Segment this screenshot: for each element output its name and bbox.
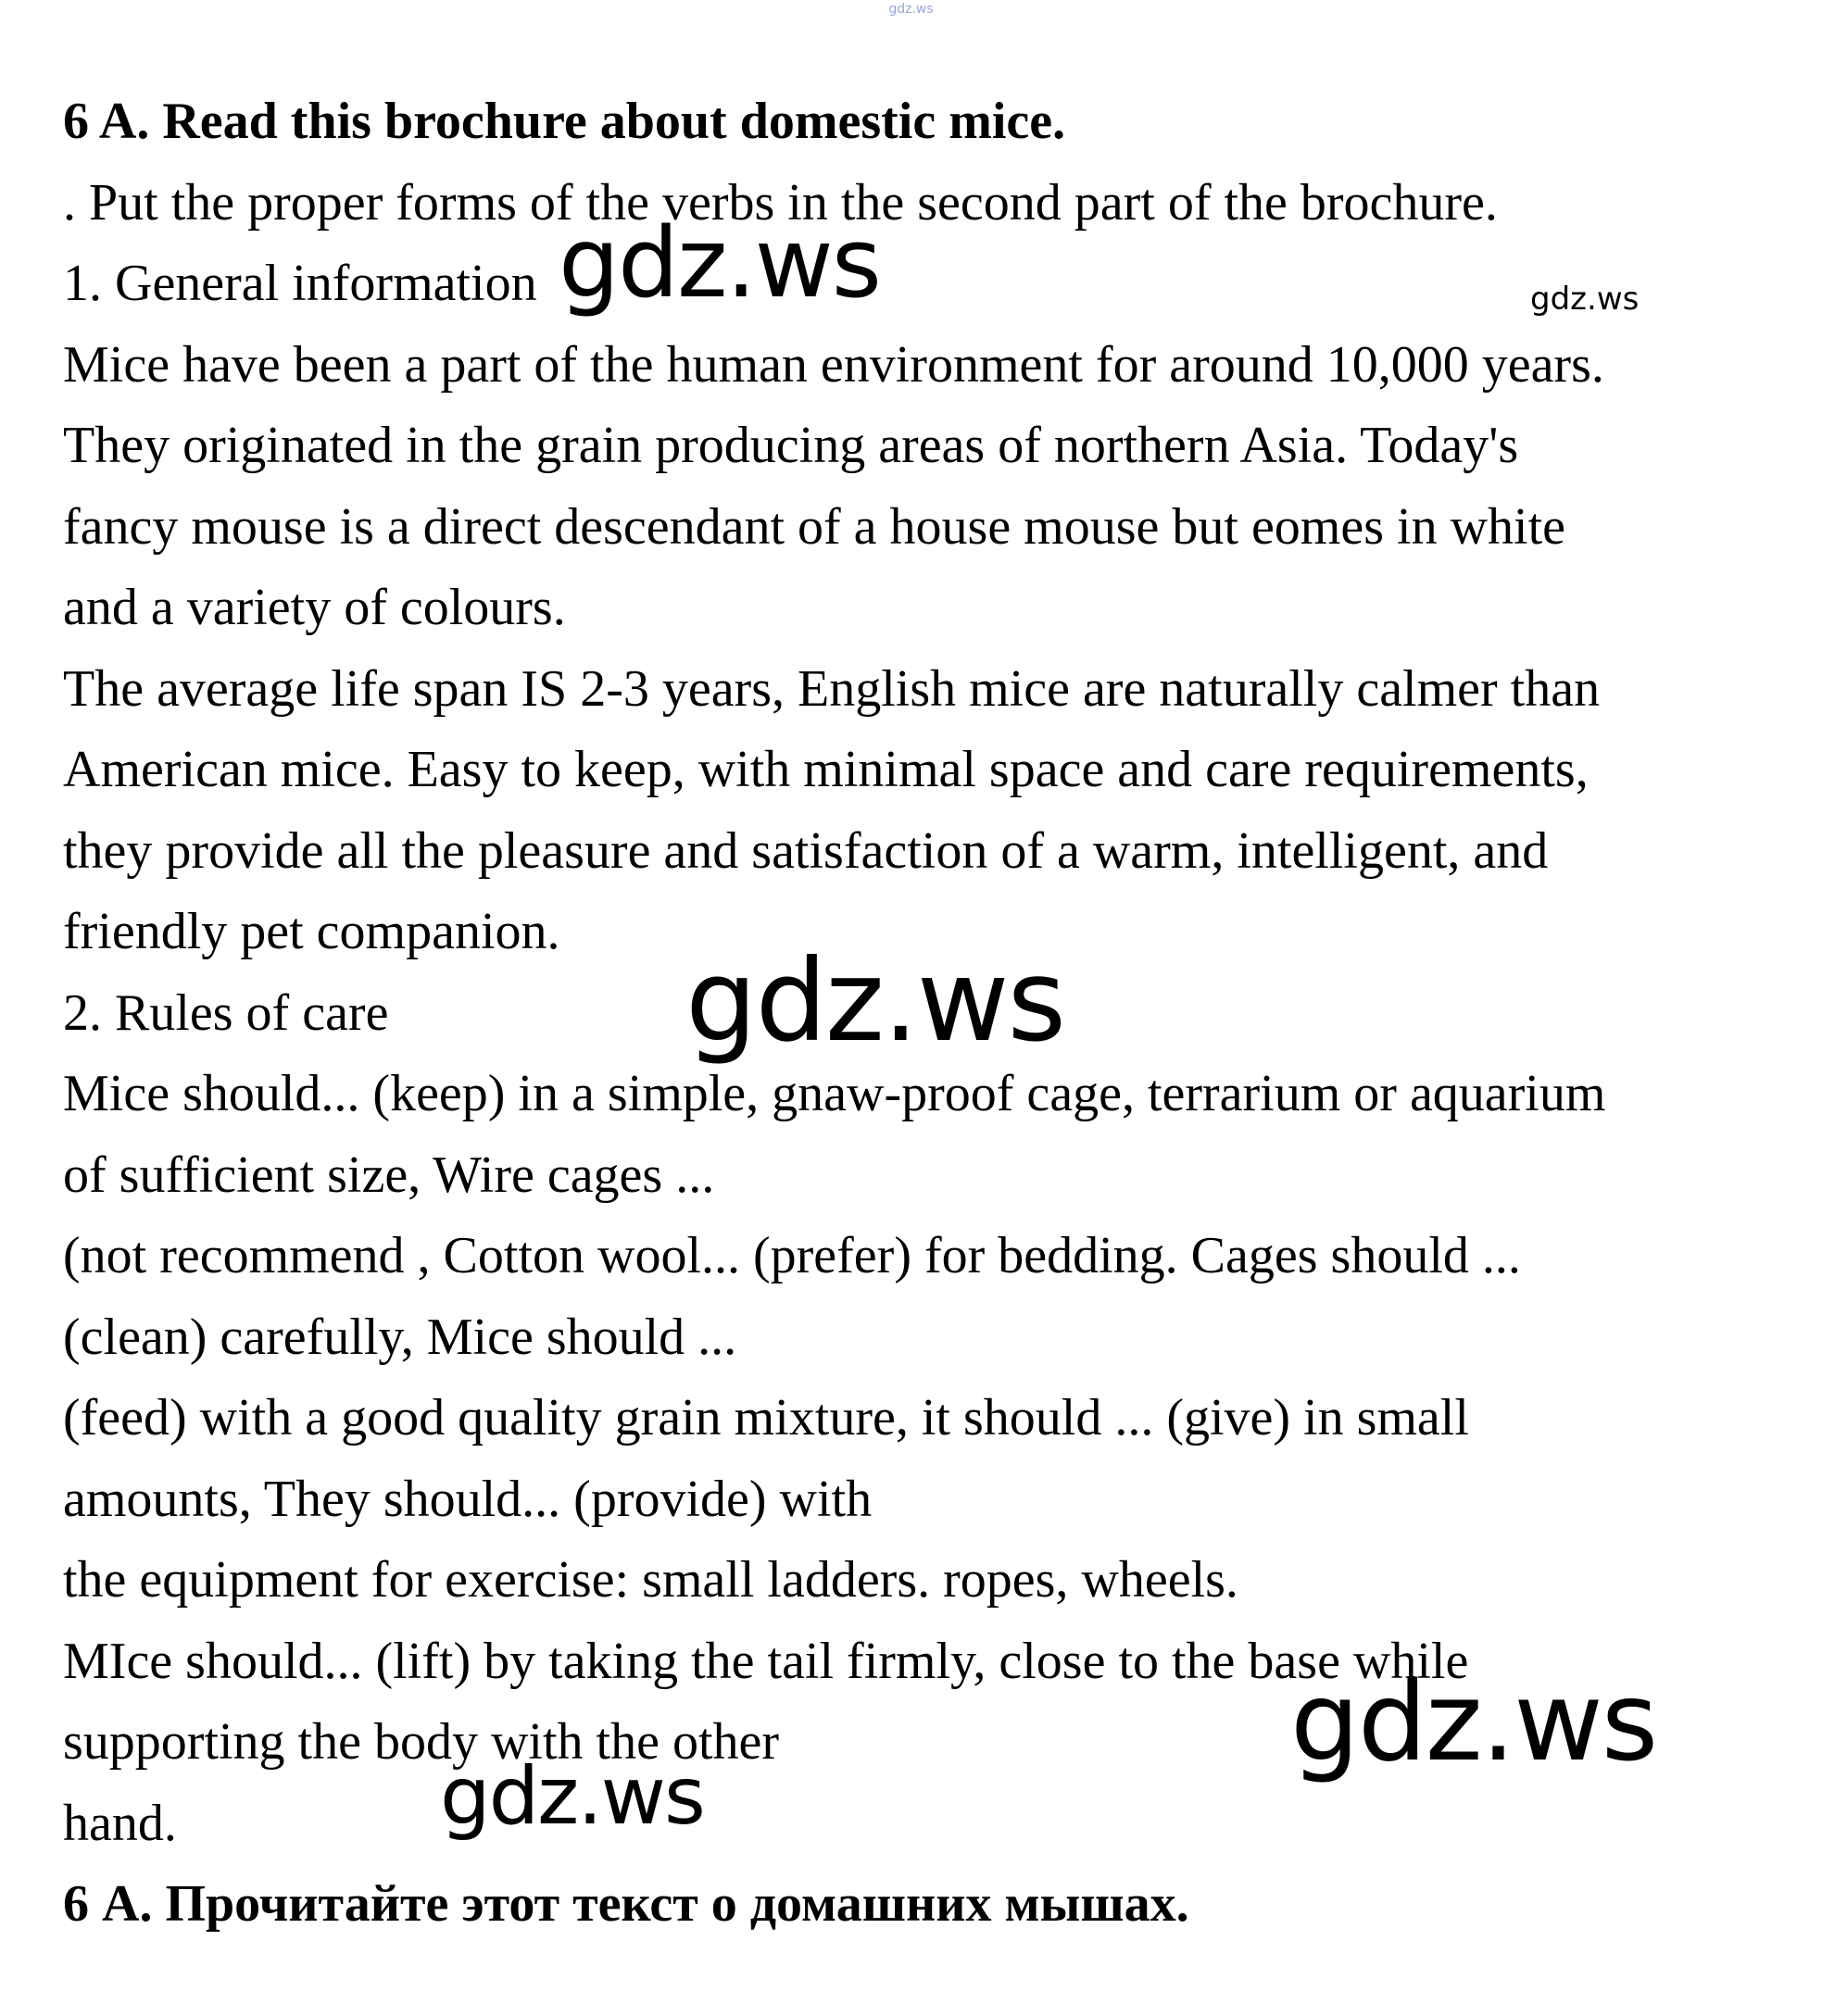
watermark-logo: gdz.ws	[559, 207, 880, 319]
text-line: they provide all the pleasure and satisfaction of a warm, intelligent, and	[63, 821, 1549, 880]
text-line: The average life span IS 2-3 years, English mice are naturally calmer than	[63, 659, 1601, 718]
text-line: (clean) carefully, Mice should ...	[63, 1308, 737, 1366]
watermark-logo: gdz.ws	[685, 935, 1065, 1067]
text-line: of sufficient size, Wire cages ...	[63, 1146, 715, 1204]
text-line: They originated in the grain producing areas of northern Asia. Today's	[63, 417, 1519, 474]
text-line: and a variety of colours.	[63, 579, 566, 636]
translation-title: 6 А. Прочитайте этот текст о домашних мышах.	[63, 1875, 1189, 1933]
text-line: (not recommend , Cotton wool... (prefer) for bedding. Cages should ...	[63, 1227, 1521, 1284]
text-line: fancy mouse is a direct descendant of a house mouse but eomes in white	[63, 497, 1565, 556]
section-heading-care: 2. Rules of care	[63, 983, 389, 1042]
watermark-logo: gdz.ws	[440, 1750, 704, 1843]
text-line: the equipment for exercise: small ladders. ropes, wheels.	[63, 1551, 1238, 1609]
watermark-logo: gdz.ws	[1290, 1658, 1657, 1785]
watermark-logo-small: gdz.ws	[1530, 281, 1640, 318]
text-line: MIce should... (lift) by taking the tail firmly, close to the base while	[63, 1632, 1469, 1690]
text-line: Mice have been a part of the human environment for around 10,000 years.	[63, 335, 1604, 394]
section-heading-general: 1. General information	[63, 255, 537, 312]
text-line: (feed) with a good quality grain mixture, it should ... (give) in small	[63, 1389, 1469, 1446]
text-line: Mice should... (keep) in a simple, gnaw-proof cage, terrarium or aquarium	[63, 1065, 1606, 1122]
text-line: hand.	[63, 1794, 177, 1852]
text-line: supporting the body with the other	[63, 1713, 780, 1771]
task-instruction: . Put the proper forms of the verbs in the second part of the brochure.	[63, 173, 1498, 232]
text-line: amounts, They should... (provide) with	[63, 1470, 873, 1528]
text-line: American mice. Easy to keep, with minimal space and care requirements,	[63, 741, 1589, 798]
text-line: friendly pet companion.	[63, 903, 560, 960]
task-title: 6 A. Read this brochure about domestic mice.	[63, 93, 1066, 150]
header-watermark: gdz.ws	[888, 2, 934, 17]
